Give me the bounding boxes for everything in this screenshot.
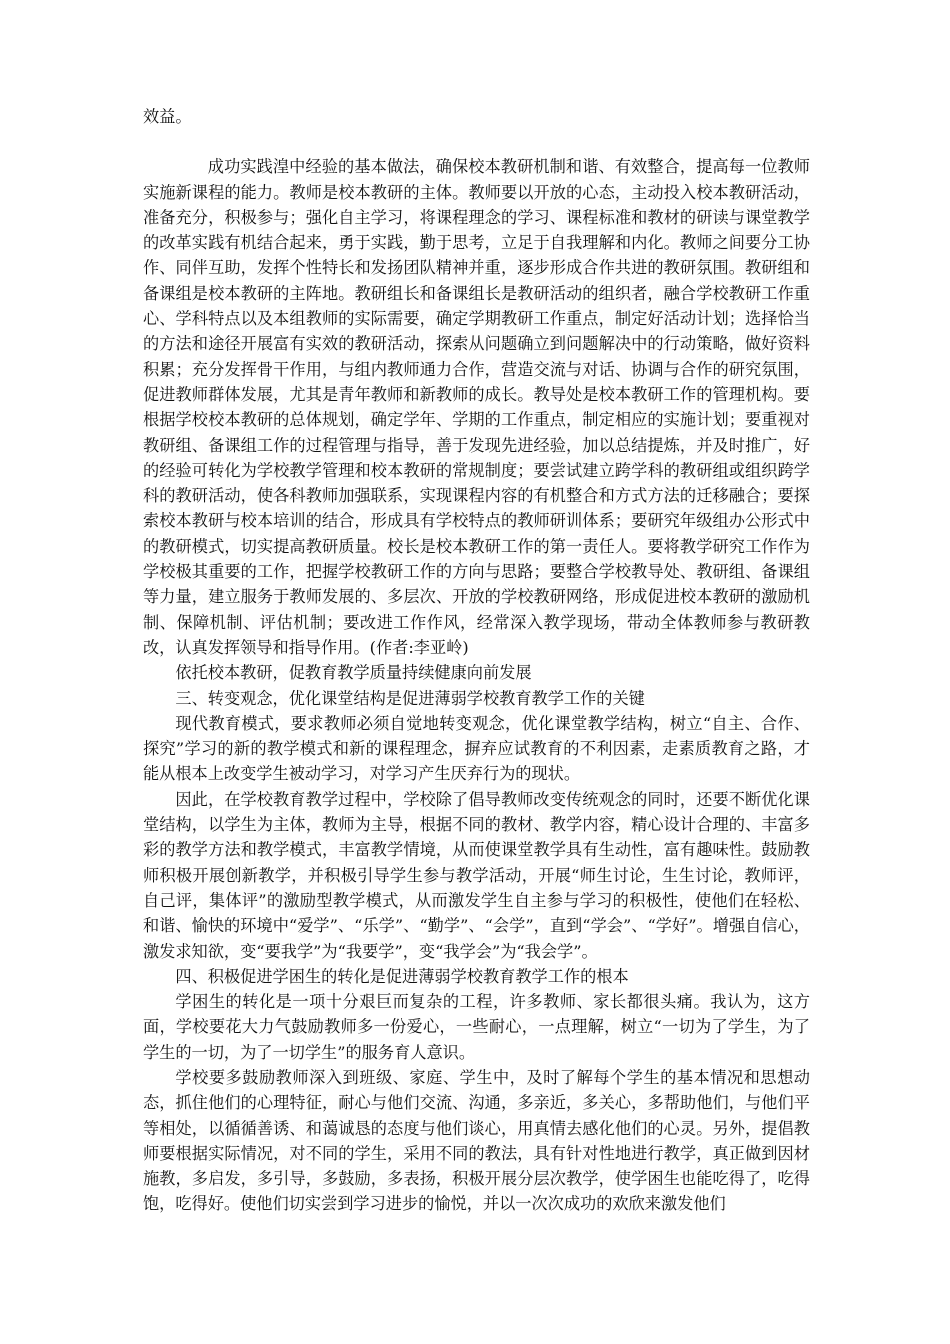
paragraph-teacher-encouragement: 学校要多鼓励教师深入到班级、家庭、学生中，及时了解每个学生的基本情况和思想动态，抓住他们的心理特征，耐心与他们交流、沟通，多亲近，多关心，多帮助他们，与他们平等相处，以循循善诱、和蔼诚恳的态度与他们谈心，用真情去感化他们的心灵。另外，提倡教师要根据实际情况，对不同的学生，采用不同的教法，具有针对性地进行教学，真正做到因材施教，多启发，多引导，多鼓励，多表扬，积极开展分层次教学，使学困生也能吃得了，吃得饱，吃得好。使他们切实尝到学习进步的愉悦，并以一次次成功的欢欣来激发他们	[143, 1067, 810, 1214]
heading-section-four: 四、积极促进学困生的转化是促进薄弱学校教育教学工作的根本	[175, 966, 629, 986]
heading-section-three: 三、转变观念，优化课堂结构是促进薄弱学校教育教学工作的关键	[175, 688, 645, 708]
document-body	[143, 104, 810, 1217]
paragraph-spacer	[143, 129, 810, 154]
paragraph-classroom-structure: 因此，在学校教育教学过程中，学校除了倡导教师改变传统观念的同时，还要不断优化课堂结构，以学生为主体，教师为主导，根据不同的教材、教学内容，精心设计合理的、丰富多彩的教学方法和教学模式，丰富教学情境，从而使课堂教学具有生动性，富有趣味性。鼓励教师积极开展创新教学，并积极引导学生参与教学活动，开展“师生讨论，生生讨论，教师评，自己评，集体评”的激励型教学模式，从而激发学生自主参与学习的积极性，使他们在轻松、和谐、愉快的环境中“爱学”、“乐学”、“勤学”、“会学”，直到“学会”、“学好”。增强自信心，激发求知欲，变“要我学”为“我要学”，变“我学会”为“我会学”。	[143, 789, 810, 961]
paragraph-struggling-students: 学困生的转化是一项十分艰巨而复杂的工程，许多教师、家长都很头痛。我认为，这方面，学校要花大力气鼓励教师多一份爱心，一些耐心，一点理解，树立“一切为了学生，为了学生的一切，为了一切学生”的服务育人意识。	[143, 992, 810, 1062]
paragraph-continuation: 效益。	[143, 107, 192, 126]
heading-school-research: 依托校本教研，促教育教学质量持续健康向前发展	[175, 663, 532, 683]
paragraph-school-research: 成功实践湟中经验的基本做法，确保校本教研机制和谐、有效整合，提高每一位教师实施新课程的能力。教师是校本教研的主体。教师要以开放的心态，主动投入校本教研活动，准备充分，积极参与；强化自主学习，将课程理念的学习、课程标准和教材的研读与课堂教学的改革实践有机结合起来，勇于实践，勤于思考，立足于自我理解和内化。教师之间要分工协作、同伴互助，发挥个性特长和发扬团队精神并重，逐步形成合作共进的教研氛围。教研组和备课组是校本教研的主阵地。教研组长和备课组长是教研活动的组织者，融合学校教研工作重心、学科特点以及本组教师的实际需要，确定学期教研工作重点，制定好活动计划；选择恰当的方法和途径开展富有实效的教研活动，探索从问题确立到问题解决中的行动策略，做好资料积累；充分发挥骨干作用，与组内教师通力合作，营造交流与对话、协调与合作的研究氛围，促进教师群体发展，尤其是青年教师和新教师的成长。教导处是校本教研工作的管理机构。要根据学校校本教研的总体规划，确定学年、学期的工作重点，制定相应的实施计划；要重视对教研组、备课组工作的过程管理与指导，善于发现先进经验，加以总结提炼，并及时推广，好的经验可转化为学校教学管理和校本教研的常规制度；要尝试建立跨学科的教研组或组织跨学科的教研活动，使各科教师加强联系，实现课程内容的有机整合和方式方法的迁移融合；要探索校本教研与校本培训的结合，形成具有学校特点的教师研训体系；要研究年级组办公形式中的教研模式，切实提高教研质量。校长是校本教研工作的第一责任人。要将教学研究工作作为学校极其重要的工作，把握学校教研工作的方向与思路；要整合学校教导处、教研组、备课组等力量，建立服务于教师发展的、多层次、开放的学校教研网络，形成促进校本教研的激励机制、保障机制、评估机制；要改进工作作风，经常深入教学现场，带动全体教师参与教研教改，认真发挥领导和指导作用。(作者:李亚岭)	[143, 157, 810, 657]
paragraph-modern-education: 现代教育模式，要求教师必须自觉地转变观念，优化课堂教学结构，树立“自主、合作、探究”学习的新的教学模式和新的课程理念，摒弃应试教育的不利因素，走素质教育之路，才能从根本上改变学生被动学习，对学习产生厌弃行为的现状。	[143, 713, 810, 784]
